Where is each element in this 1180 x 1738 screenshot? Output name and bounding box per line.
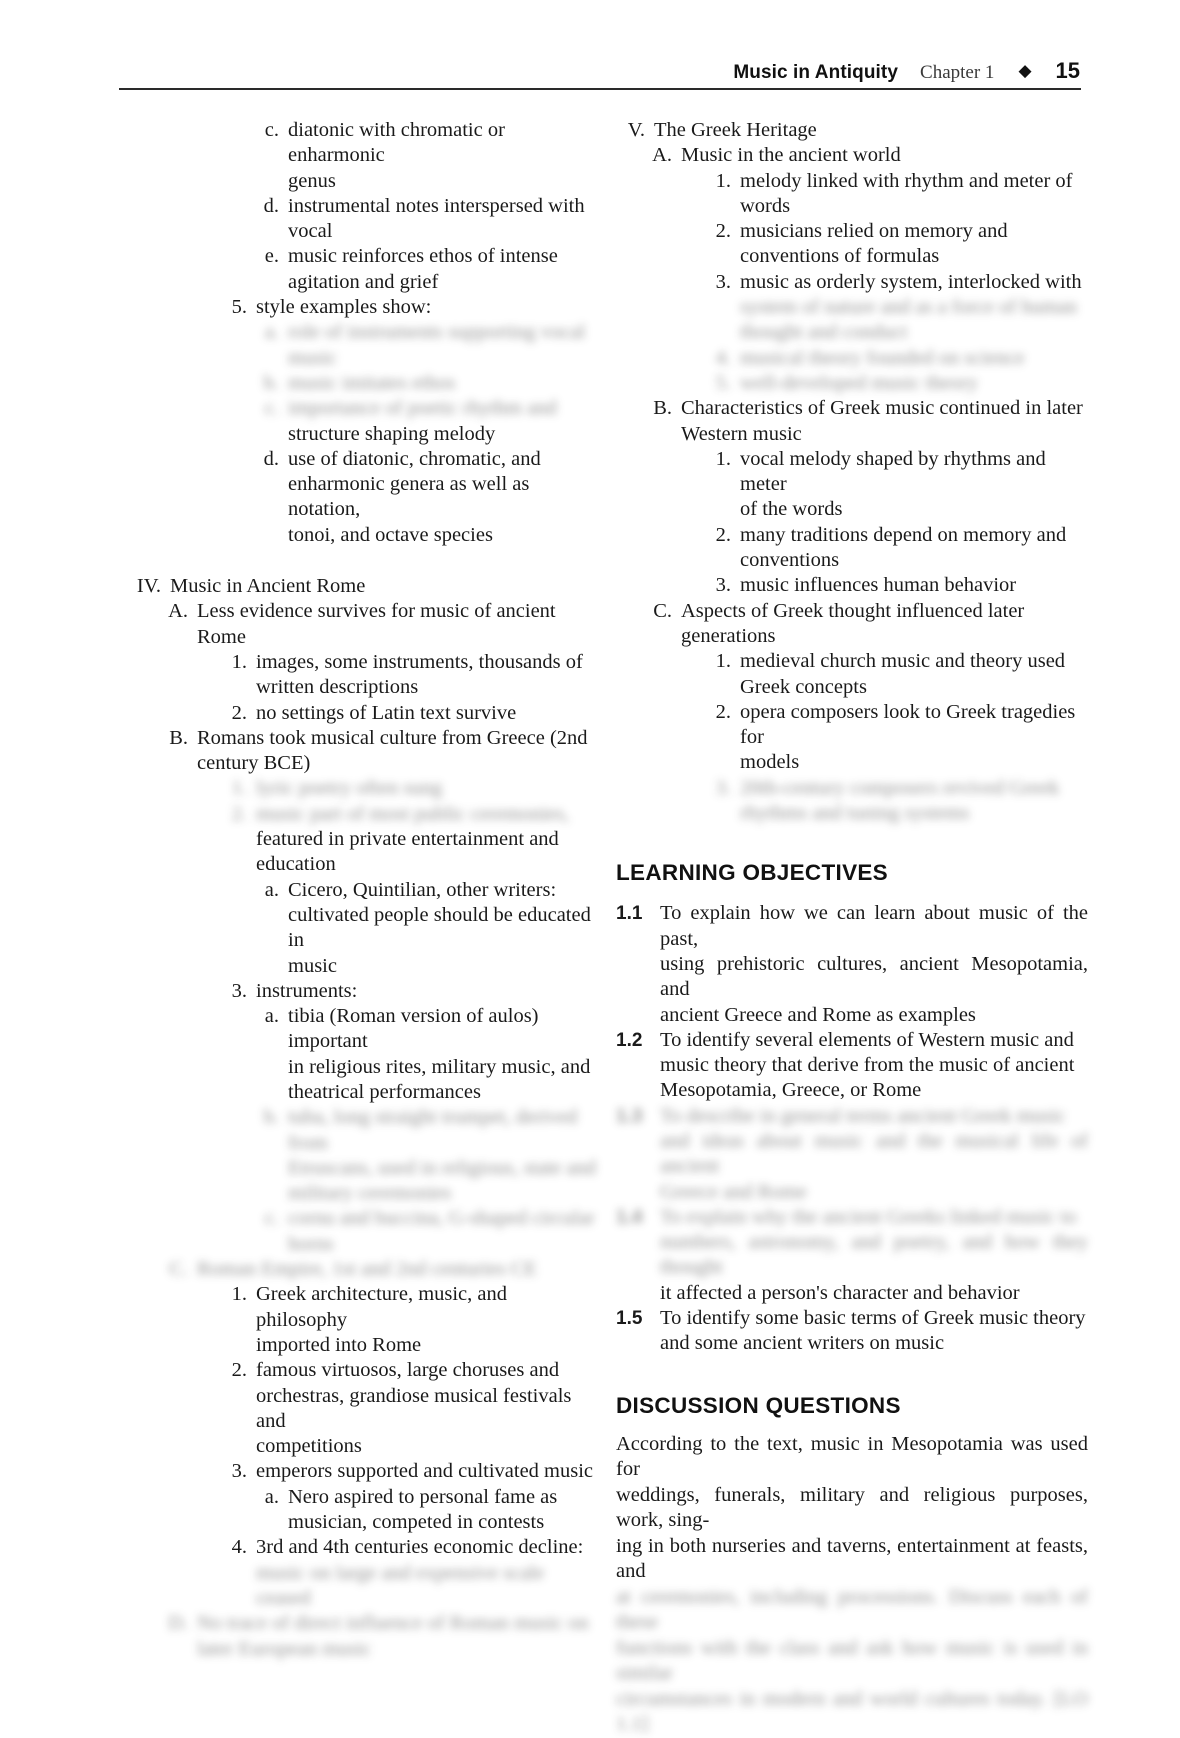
outline-line [649,396,1088,421]
outline-text: in religious rites, military music, and [288,1055,591,1078]
outline-marker: a. [264,1005,279,1028]
outline-marker: V. [627,119,645,141]
outline-text: diatonic with chromatic or enharmonic [288,119,505,167]
outline-text: music [288,954,337,977]
learning-objective-text: it affected a person's character and behavior [660,1281,1020,1304]
outline-line [258,1004,602,1055]
outline-text: no settings of Latin text survive [256,701,517,724]
outline-text: military ceremonies [288,1182,452,1205]
outline-line [165,599,602,624]
outline-line [256,852,602,877]
outline-text: lyric poetry often sung [256,777,443,800]
outline-text: genus [288,169,336,192]
learning-objective-text: Greece and Rome [660,1180,807,1203]
outline-marker: C. [169,1258,188,1281]
learning-objective-text: music theory that derive from the music of ancient [660,1054,1075,1077]
outline-text: music [288,346,337,369]
outline-text: tuba, long straight trumpet, derived from [288,1106,578,1154]
outline-line [256,1384,602,1435]
outline-text: Nero aspired to personal fame as [288,1485,558,1508]
outline-line [258,447,602,472]
outline-line [288,270,602,295]
outline-line [288,1510,602,1535]
outline-marker: A. [168,600,188,623]
outline-text: written descriptions [256,676,419,699]
learning-objective-item [616,1104,1088,1129]
outline-line [288,1181,602,1206]
learning-objective-text: ancient Greece and Rome as examples [660,1003,976,1026]
learning-objective-number: 1.5 [616,1308,643,1330]
outline-line [710,573,1088,598]
outline-line [256,1333,602,1358]
outline-line [710,776,1088,801]
outline-marker: 3. [231,1460,247,1483]
outline-text: structure shaping melody [288,422,496,445]
outline-text: Aspects of Greek thought influenced later [681,599,1025,622]
right-column [616,118,1088,1738]
outline-line [288,169,602,194]
outline-text: Greek architecture, music, and philosophy [256,1283,508,1331]
outline-line [197,1637,602,1662]
outline-line [710,169,1088,194]
learning-objectives-list [616,901,1088,1356]
outline-line [288,472,602,523]
learning-objective-text: To describe in general terms ancient Greek music [660,1104,1066,1127]
outline-text: Etruscans, used in religious, state and [288,1156,597,1179]
outline-line [258,371,602,396]
outline-text: musician, competed in contests [288,1511,545,1534]
outline-line [616,118,1088,143]
outline-marker: 1. [715,169,731,192]
outline-marker: e. [264,245,279,268]
outline-line [740,295,1088,320]
outline-line [226,295,602,320]
outline-line [165,726,602,751]
outline-marker: 2. [715,220,731,243]
section-gap [132,548,602,574]
outline-text: Cicero, Quintilian, other writers: [288,878,557,901]
outline-text: medieval church music and theory used [740,650,1066,673]
outline-text: system of nature and as a force of human [740,296,1077,319]
outline-marker: b. [263,371,279,394]
outline-marker: D. [168,1612,188,1635]
outline-line [165,1257,602,1282]
outline-marker: 2. [231,1359,247,1382]
discussion-line: circumstances in modern and world cultures today. [LO 1.1] [616,1687,1088,1736]
learning-objective-text: To explain how we can learn about music of the past, [660,902,1088,950]
outline-line [258,396,602,421]
outline-text: education [256,853,336,876]
outline-text: music influences human behavior [740,574,1017,597]
learning-objective-text: and ideas about music and the musical life of ancient [660,1129,1088,1178]
outline-marker: a. [264,1485,279,1508]
outline-line [288,1055,602,1080]
learning-objective-text: To identify several elements of Western music and [660,1028,1074,1051]
learning-objective-text: using prehistoric cultures, ancient Mesopotamia, and [660,952,1088,1001]
learning-objective-item [616,1306,1088,1331]
outline-line [710,371,1088,396]
outline-line [165,1611,602,1636]
learning-objective-text: and some ancient writers on music [660,1332,945,1355]
outline-text: music imitates ethos [288,371,456,394]
outline-text: generations [681,624,776,647]
outline-line [681,624,1088,649]
outline-marker: a. [264,321,279,344]
outline-text: Western music [681,422,802,445]
outline-line [256,827,602,852]
page-number: 15 [1055,58,1080,83]
outline-marker: C. [653,599,672,622]
outline-text: Less evidence survives for music of ancient [197,600,556,623]
outline-text: featured in private entertainment and [256,828,559,851]
outline-marker: 5. [231,296,247,319]
outline-text: rhythms and tuning systems [740,802,970,825]
outline-text: cultivated people should be educated in [288,903,591,952]
outline-text: thought and conduct [740,321,908,344]
outline-text: theatrical performances [288,1080,481,1103]
outline-line [197,751,602,776]
outline-text: music as orderly system, interlocked with [740,270,1082,293]
outline-text: 3rd and 4th centuries economic decline: [256,1536,584,1559]
outline-line [740,750,1088,775]
outline-marker: 2. [231,802,247,825]
outline-text: 20th-century composers revived Greek [740,776,1060,799]
outline-line [226,802,602,827]
outline-text: tonoi, and octave species [288,523,493,546]
outline-line [258,1485,602,1510]
learning-objective-text: Mesopotamia, Greece, or Rome [660,1079,922,1102]
outline-text: many traditions depend on memory and [740,523,1067,546]
discussion-questions-heading: DISCUSSION QUESTIONS [616,1392,901,1418]
outline-line [226,650,602,675]
outline-line [288,1080,602,1105]
outline-text: instrumental notes interspersed with [288,194,585,217]
discussion-questions-body [616,1432,1088,1738]
outline-marker: B. [653,397,672,420]
outline-marker: 3. [715,270,731,293]
outline-text: century BCE) [197,752,311,775]
outline-line [288,219,602,244]
outline-line [288,1232,602,1257]
outline-text: orchestras, grandiose musical festivals and [256,1384,572,1432]
outline-line [226,979,602,1004]
outline-text: competitions [256,1435,362,1458]
header-rule [119,88,1081,90]
outline-marker: A. [652,144,672,167]
learning-objectives-heading: LEARNING OBJECTIVES [616,860,888,886]
outline-text: role of instruments supporting vocal [288,321,586,344]
learning-objective-number: 1.2 [616,1029,643,1051]
outline-line [649,143,1088,168]
learning-objective-text: numbers, astronomy, and poetry, and how they thought [660,1231,1088,1279]
right-outline-list [616,118,1088,826]
outline-text: Music in Ancient Rome [170,575,366,598]
learning-objective-number: 1.4 [616,1206,643,1228]
outline-marker: d. [263,447,279,470]
outline-text: agitation and grief [288,270,439,293]
outline-line [256,1434,602,1459]
outline-marker: IV. [136,575,161,598]
outline-line [740,675,1088,700]
outline-marker: 1. [231,777,247,800]
outline-text: emperors supported and cultivated music [256,1460,594,1483]
running-head-chapter: Chapter 1 [920,62,995,83]
outline-text: of the words [740,498,843,521]
outline-marker: 1. [231,650,247,673]
outline-marker: a. [264,878,279,901]
outline-line [740,194,1088,219]
outline-text: Characteristics of Greek music continued in later [681,397,1083,420]
outline-marker: 2. [715,523,731,546]
outline-line [288,1156,602,1181]
outline-line [288,346,602,371]
outline-marker: B. [169,726,188,749]
outline-marker: 1. [715,650,731,673]
running-head [119,58,1080,90]
learning-objective-number: 1.1 [616,903,643,925]
outline-text: horns [288,1232,334,1255]
learning-objective-number: 1.3 [616,1105,643,1127]
outline-text: vocal [288,220,333,243]
outline-text: imported into Rome [256,1333,422,1356]
outline-text: instruments: [256,979,358,1002]
outline-line [681,422,1088,447]
discussion-line: weddings, funerals, military and religious purposes, work, sing- [616,1483,1088,1532]
learning-objective-item [616,1028,1088,1053]
outline-text: images, some instruments, thousands of [256,650,583,673]
outline-text: music on large and expensive scale ceased [256,1561,545,1609]
outline-text: use of diatonic, chromatic, and [288,447,541,470]
diamond-icon: ◆ [1018,61,1032,80]
outline-line [258,244,602,269]
running-head-title: Music in Antiquity [733,62,899,83]
outline-marker: 1. [231,1283,247,1306]
outline-line [710,346,1088,371]
learning-objective-text: To explain why the ancient Greeks linked music to [660,1205,1077,1228]
outline-line [226,776,602,801]
discussion-line: at ceremonies, including processions. Discuss each of these [616,1585,1088,1634]
outline-line [710,447,1088,498]
outline-marker: c. [264,397,279,420]
outline-text: conventions of formulas [740,245,940,268]
outline-line [740,244,1088,269]
outline-marker: 4. [231,1536,247,1559]
outline-line [226,701,602,726]
discussion-line: functions with the class and ask how music is used in similar [616,1636,1088,1685]
outline-line [258,878,602,903]
outline-line [649,599,1088,624]
learning-objective-item [616,901,1088,952]
outline-text: Music in the ancient world [681,144,901,167]
left-column [132,118,602,1662]
outline-line [226,1535,602,1560]
outline-text: style examples show: [256,296,432,319]
outline-text: enharmonic genera as well as notation, [288,473,530,521]
outline-marker: 3. [715,574,731,597]
outline-line [226,1358,602,1383]
outline-line [710,270,1088,295]
outline-line [258,1105,602,1156]
outline-line [740,497,1088,522]
outline-line [710,523,1088,548]
learning-objective-item [616,1205,1088,1230]
outline-marker: c. [264,119,279,141]
outline-marker: b. [263,1106,279,1129]
outline-text: conventions [740,549,840,572]
discussion-line: According to the text, music in Mesopotamia was used for [616,1432,1088,1481]
outline-line [288,422,602,447]
outline-line [226,1282,602,1333]
outline-line [710,219,1088,244]
outline-line [258,118,602,169]
outline-line [258,320,602,345]
outline-text: tibia (Roman version of aulos) important [288,1005,539,1053]
outline-text: Romans took musical culture from Greece (2nd [197,726,588,749]
outline-line [288,523,602,548]
outline-text: words [740,194,791,217]
outline-text: No trace of direct influence of Roman music on [197,1612,589,1635]
outline-line [740,801,1088,826]
outline-line [256,1561,602,1612]
outline-marker: 3. [231,979,247,1002]
outline-line [256,675,602,700]
outline-marker: 1. [715,447,731,470]
outline-text: music part of most public ceremonies, [256,802,570,825]
outline-line [740,320,1088,345]
outline-line [740,548,1088,573]
outline-line [197,625,602,650]
outline-line [288,954,602,979]
outline-line [288,903,602,954]
outline-marker: 4. [715,346,731,369]
outline-line [710,649,1088,674]
outline-text: Rome [197,625,246,648]
outline-line [132,574,602,599]
outline-text: models [740,751,800,774]
outline-marker: d. [263,194,279,217]
outline-marker: 2. [231,701,247,724]
outline-text: The Greek Heritage [654,119,817,141]
outline-text: cornu and buccina, G-shaped circular [288,1207,595,1230]
outline-marker: 2. [715,700,731,723]
outline-line [258,1206,602,1231]
outline-line [258,194,602,219]
outline-text: Greek concepts [740,675,867,698]
outline-marker: c. [264,1207,279,1230]
outline-text: importance of poetic rhythm and [288,397,557,420]
outline-text: musical theory founded on science [740,346,1025,369]
outline-text: later European music [197,1637,372,1660]
outline-text: music reinforces ethos of intense [288,245,558,268]
outline-line [226,1459,602,1484]
outline-text: Roman Empire, 1st and 2nd centuries CE [197,1258,537,1281]
outline-text: vocal melody shaped by rhythms and meter [740,447,1046,496]
outline-text: famous virtuosos, large choruses and [256,1359,560,1382]
outline-text: musicians relied on memory and [740,220,1008,243]
outline-marker: 3. [715,776,731,799]
outline-marker: 5. [715,371,731,394]
discussion-line: ing in both nurseries and taverns, entertainment at feasts, and [616,1534,1088,1583]
outline-text: well-developed music theory [740,371,978,394]
learning-objective-text: To identify some basic terms of Greek music theory [660,1307,1086,1330]
outline-text: opera composers look to Greek tragedies for [740,700,1076,749]
outline-text: melody linked with rhythm and meter of [740,169,1073,192]
outline-line [710,700,1088,751]
